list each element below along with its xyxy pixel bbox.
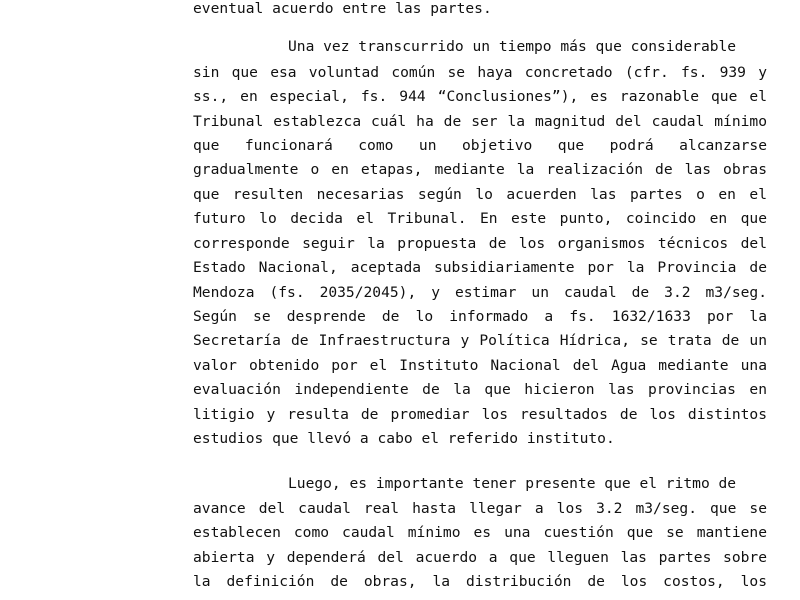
p1-line-16: litigio y resulta de promediar los resultados de los distintos: [193, 406, 767, 423]
p1-line-13: Secretaría de Infraestructura y Política Hídrica, se trata de un: [193, 332, 767, 349]
text-line-top: eventual acuerdo entre las partes.: [193, 0, 492, 17]
p2-line-4: abierta y dependerá del acuerdo a que lleguen las partes sobre: [193, 549, 767, 566]
p2-line-2: avance del caudal real hasta llegar a los 3.2 m3/seg. que se: [193, 500, 767, 517]
p1-line-3: ss., en especial, fs. 944 “Conclusiones”), es razonable que el: [193, 88, 767, 105]
p1-line-2: sin que esa voluntad común se haya concretado (cfr. fs. 939 y: [193, 64, 767, 81]
p2-line-3: establecen como caudal mínimo es una cuestión que se mantiene: [193, 524, 767, 541]
p1-line-12: Según se desprende de lo informado a fs. 1632/1633 por la: [193, 308, 767, 325]
p1-line-7: que resulten necesarias según lo acuerden las partes o en el: [193, 186, 767, 203]
p1-line-15: evaluación independiente de la que hicieron las provincias en: [193, 381, 767, 398]
p1-line-17: estudios que llevó a cabo el referido instituto.: [193, 430, 615, 447]
p1-line-4: Tribunal establezca cuál ha de ser la magnitud del caudal mínimo: [193, 113, 767, 130]
p1-line-11: Mendoza (fs. 2035/2045), y estimar un caudal de 3.2 m3/seg.: [193, 284, 767, 301]
p1-line-9: corresponde seguir la propuesta de los organismos técnicos del: [193, 235, 767, 252]
p1-line-5: que funcionará como un objetivo que podrá alcanzarse: [193, 137, 767, 154]
p2-line-5: la definición de obras, la distribución de los costos, los: [193, 573, 767, 590]
p1-line-10: Estado Nacional, aceptada subsidiariamente por la Provincia de: [193, 259, 767, 276]
p2-line-1: Luego, es importante tener presente que el ritmo de: [288, 475, 737, 492]
p1-line-8: futuro lo decida el Tribunal. En este punto, coincido en que: [193, 210, 767, 227]
p1-line-14: valor obtenido por el Instituto Nacional del Agua mediante una: [193, 357, 767, 374]
p1-line-6: gradualmente o en etapas, mediante la realización de las obras: [193, 161, 767, 178]
p1-line-1: Una vez transcurrido un tiempo más que considerable: [288, 38, 737, 55]
